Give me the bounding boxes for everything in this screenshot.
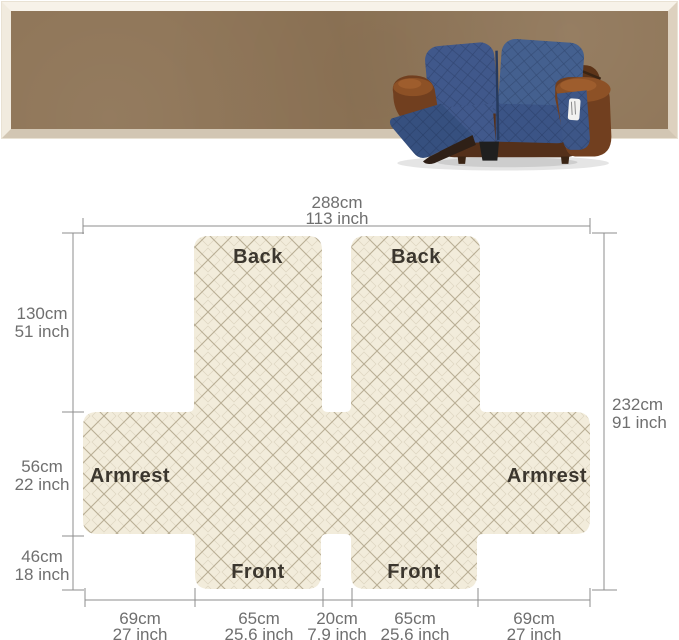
bottom-width-2-cm: 65cm [238,609,280,628]
bottom-width-4-inch: 25.6 inch [380,625,450,640]
front-height-cm: 46cm [21,547,63,566]
left-dimension-line [62,233,84,590]
front-height-inch: 18 inch [14,565,70,584]
total-height-cm: 232cm [612,395,664,414]
storage-pocket [568,98,581,120]
bottom-width-3-inch: 7.9 inch [307,625,367,640]
total-width-inch: 113 inch [305,209,369,228]
back-right-label: Back [391,246,441,268]
back-height-inch: 51 inch [14,322,70,341]
loveseat-recliner-illustration [383,16,615,173]
bottom-width-1-cm: 69cm [119,609,161,628]
cover-outline-shape [83,236,590,589]
total-height-inch: 91 inch [612,413,667,432]
center-seam [497,51,499,140]
front-left-label: Front [231,561,285,583]
back-left-label: Back [233,246,283,268]
bottom-width-1-inch: 27 inch [112,625,168,640]
armrest-right-label: Armrest [506,465,588,487]
bottom-width-4-cm: 65cm [394,609,436,628]
total-width-cm: 288cm [311,193,363,212]
armrest-left-label: Armrest [89,465,171,487]
recline-mechanism [479,142,499,161]
bottom-width-5-inch: 27 inch [506,625,562,640]
measurement-diagram [0,185,679,640]
back-height-cm: 130cm [16,304,68,323]
bottom-width-2-inch: 25.6 inch [224,625,294,640]
bottom-width-5-cm: 69cm [513,609,555,628]
armrest-height-cm: 56cm [21,457,63,476]
armrest-height-inch: 22 inch [14,475,70,494]
front-right-label: Front [387,561,441,583]
bottom-width-3-cm: 20cm [316,609,358,628]
bottom-dimension-line [85,588,590,607]
